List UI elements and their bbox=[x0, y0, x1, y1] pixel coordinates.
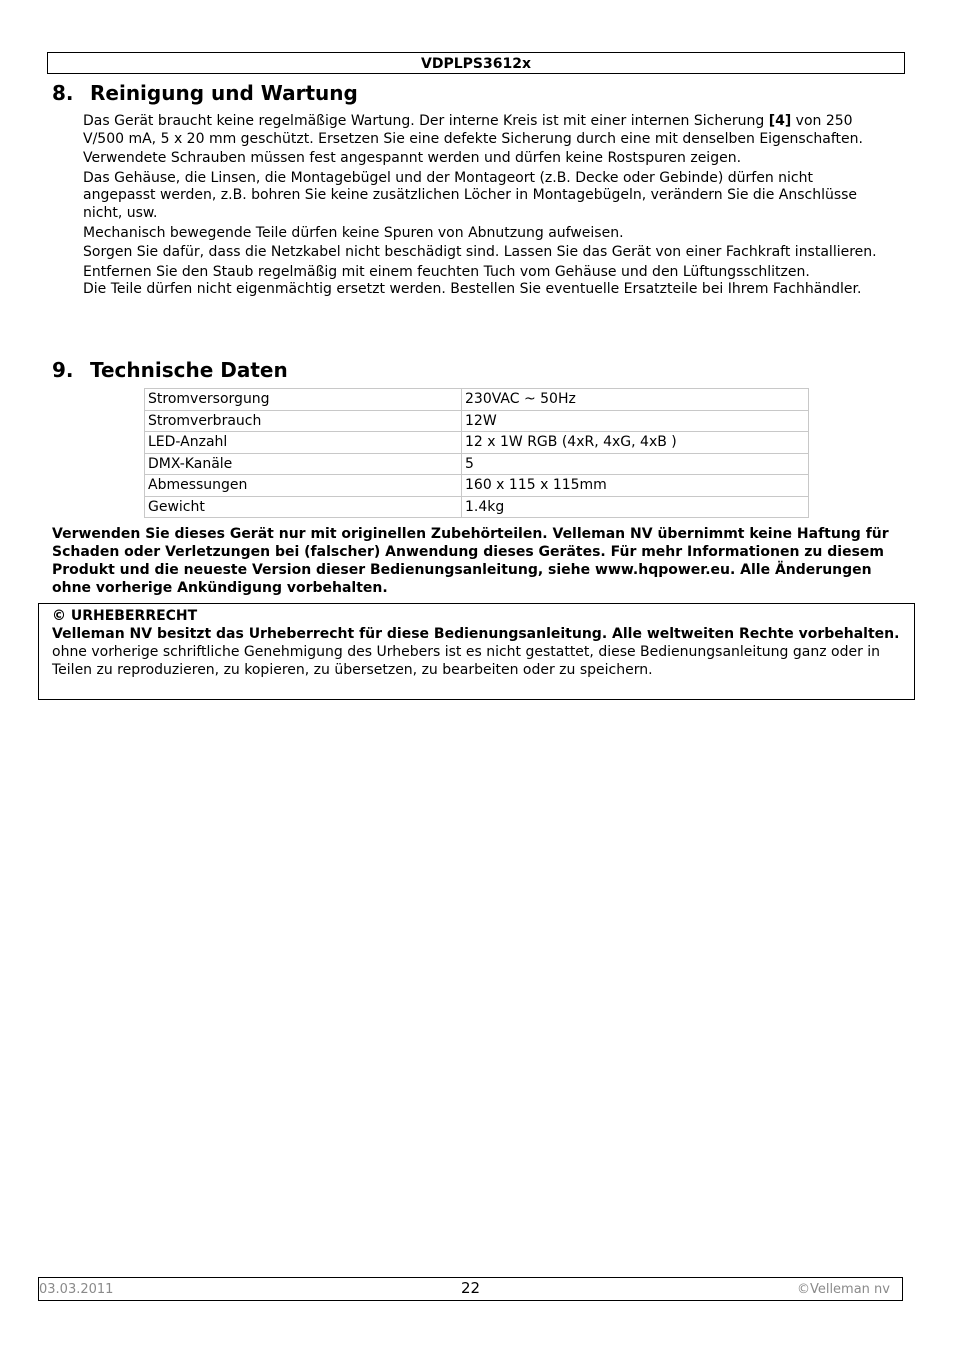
spec-label: LED-Anzahl bbox=[145, 432, 462, 454]
table-row bbox=[145, 475, 809, 497]
document-header bbox=[47, 52, 905, 74]
paragraph: Sorgen Sie dafür, dass die Netzkabel nicht beschädigt sind. Lassen Sie das Gerät von einer Fachkraft installieren. bbox=[83, 244, 877, 261]
copyright-text: ohne vorherige schriftliche Genehmigung des Urhebers ist es nicht gestattet, diese Bedienungsanleitung ganz oder in Teilen zu reproduzieren, zu kopieren, zu übersetzen, zu bearbeiten oder zu speichern. bbox=[52, 644, 881, 678]
copyright-box bbox=[38, 603, 915, 700]
spec-value: 12 x 1W RGB (4xR, 4xG, 4xB ) bbox=[462, 432, 809, 454]
spec-label: Stromverbrauch bbox=[145, 410, 462, 432]
footer-date: 03.03.2011 bbox=[39, 1282, 114, 1297]
spec-value: 1.4kg bbox=[462, 496, 809, 518]
paragraph: Verwendete Schrauben müssen fest angespannt werden und dürfen keine Rostspuren zeigen. bbox=[83, 150, 742, 167]
footer-copyright: ©Velleman nv bbox=[796, 1282, 890, 1297]
table-row bbox=[145, 432, 809, 454]
paragraph: Entfernen Sie den Staub regelmäßig mit einem feuchten Tuch vom Gehäuse und den Lüftungsschlitzen. bbox=[83, 263, 810, 280]
spec-value: 5 bbox=[462, 453, 809, 475]
spec-label: Abmessungen bbox=[145, 475, 462, 497]
table-row bbox=[145, 453, 809, 475]
spec-label: Gewicht bbox=[145, 496, 462, 518]
section-9-number: 9. bbox=[52, 358, 74, 382]
spec-value: 160 x 115 x 115mm bbox=[462, 475, 809, 497]
section-8-title: Reinigung und Wartung bbox=[90, 81, 358, 105]
table-row bbox=[145, 389, 809, 411]
component-reference: [4] bbox=[768, 113, 792, 129]
table-row bbox=[145, 410, 809, 432]
section-8-heading bbox=[52, 80, 358, 106]
spec-label: DMX-Kanäle bbox=[145, 453, 462, 475]
spec-label: Stromversorgung bbox=[145, 389, 462, 411]
section-8-number: 8. bbox=[52, 81, 74, 105]
page-footer bbox=[38, 1277, 903, 1301]
model-name: VDPLPS3612x bbox=[421, 56, 531, 72]
spec-value: 230VAC ~ 50Hz bbox=[462, 389, 809, 411]
copyright-statement: Velleman NV besitzt das Urheberrecht für diese Bedienungsanleitung. Alle weltweiten Rechte vorbehalten. bbox=[52, 626, 900, 642]
paragraph: Das Gehäuse, die Linsen, die Montagebügel und der Montageort (z.B. Decke oder Gebinde) dürfen nicht angepasst werden, z.B. bohren Sie keine zusätzlichen Löcher in Montagebügeln, verändern Sie die Anschlüsse nicht, usw. bbox=[83, 169, 858, 221]
page-number: 22 bbox=[460, 1279, 481, 1297]
copyright-title: © URHEBERRECHT bbox=[52, 608, 198, 624]
paragraph: Das Gerät braucht keine regelmäßige Wartung. Der interne Kreis ist mit einer internen Sicherung [4] von 250 V/500 mA, 5 x 20 mm geschützt. Ersetzen Sie eine defekte Sicherung durch eine mit denselben Eigenschaften. bbox=[83, 113, 863, 147]
section-9-title: Technische Daten bbox=[90, 358, 288, 382]
paragraph: Mechanisch bewegende Teile dürfen keine Spuren von Abnutzung aufweisen. bbox=[83, 224, 624, 241]
section-8-body bbox=[83, 113, 883, 301]
table-row bbox=[145, 496, 809, 518]
specifications-table bbox=[144, 388, 809, 518]
usage-notice: Verwenden Sie dieses Gerät nur mit originellen Zubehörteilen. Velleman NV übernimmt keine Haftung für Schaden oder Verletzungen bei (falscher) Anwendung dieses Gerätes. Für mehr Informationen zu diesem Produkt und die neueste Version dieser Bedienungsanleitung, siehe www.hqpower.eu. Alle Änderungen ohne vorherige Ankündigung vorbehalten. bbox=[52, 526, 889, 596]
spec-value: 12W bbox=[462, 410, 809, 432]
paragraph: Die Teile dürfen nicht eigenmächtig ersetzt werden. Bestellen Sie eventuelle Ersatzteile bei Ihrem Fachhändler. bbox=[83, 281, 862, 298]
section-9-heading bbox=[52, 357, 288, 383]
